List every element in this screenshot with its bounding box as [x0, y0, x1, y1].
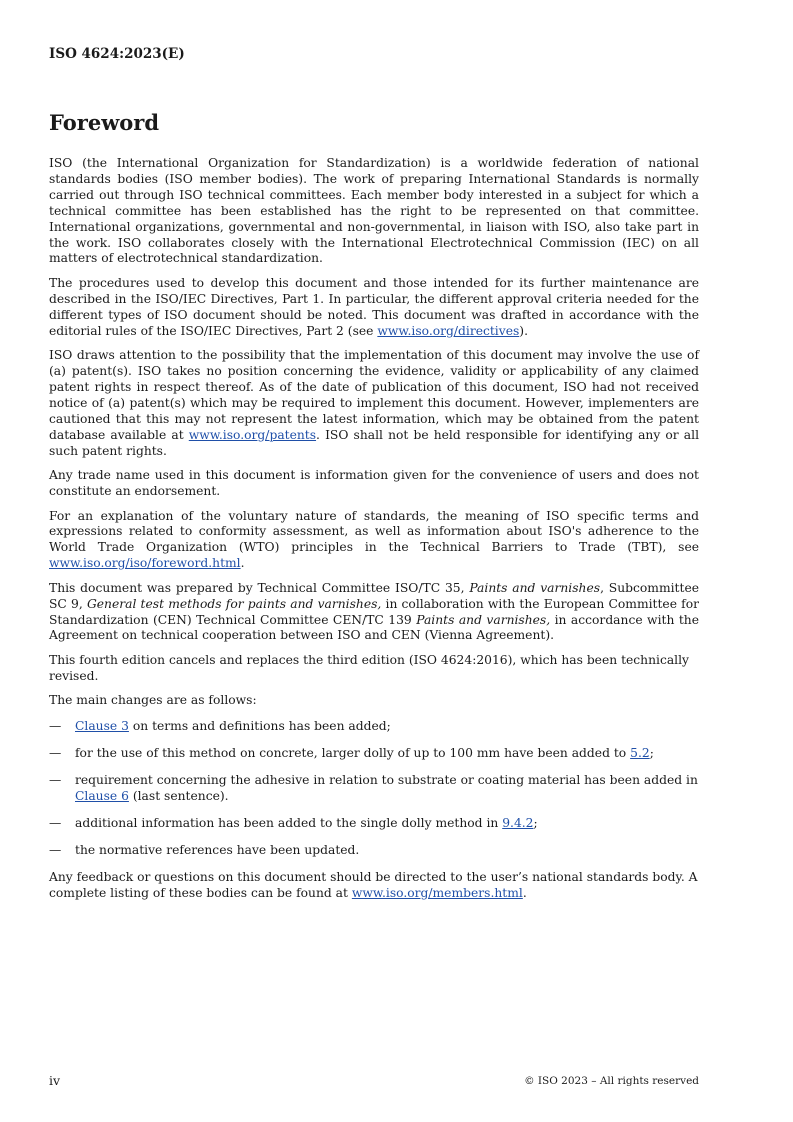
clause-3-link[interactable]: Clause 3: [75, 719, 129, 734]
document-identifier: ISO 4624:2023(E): [49, 46, 185, 62]
list-item-text: [75, 816, 699, 832]
text-segment: The procedures used to develop this document and those intended for its further maintenance are described in the ISO/IEC Directives, Part 1. In particular, the different approval criteria needed for the different types of ISO document should be noted. This document was drafted in accordance with the editorial rules of the ISO/IEC Directives, Part 2 (see: [49, 275, 699, 338]
clause-6-link[interactable]: Clause 6: [75, 788, 129, 803]
paragraph-main-changes-intro: The main changes are as follows:: [49, 693, 257, 708]
paragraph-procedures: [49, 276, 699, 340]
paragraph-trade-name: Any trade name used in this document is information given for the convenience of users and does not constitute an endorsement.: [49, 468, 699, 498]
committee-name-italic: Paints and varnishes: [469, 580, 601, 595]
paragraph-iso-intro: ISO (the International Organization for Standardization) is a worldwide federation of national standards bodies (ISO member bodies). The work of preparing International Standards is normally carried out through ISO technical committees. Each member body interested in a subject for which a technical committee has been established has the right to be represented on that committee. International organizations, governmental and non-governmental, in liaison with ISO, also take part in the work. ISO collaborates closely with the International Electrotechnical Commission (IEC) on all matters of electrotechnical standardization.: [49, 156, 699, 266]
text-segment: (last sentence).: [128, 788, 229, 803]
subcommittee-name-italic: General test methods for paints and varnishes,: [86, 596, 382, 611]
dash-bullet: —: [49, 719, 62, 734]
text-segment: Any feedback or questions on this document should be directed to the user’s national standards body. A complete listing of these bodies can be found at: [49, 869, 698, 900]
list-item-text: [75, 746, 699, 762]
paragraph-patents: [49, 348, 699, 459]
list-item: [49, 719, 699, 735]
text-segment: ;: [649, 746, 654, 761]
copyright-notice: © ISO 2023 – All rights reserved: [524, 1075, 699, 1087]
text-segment: .: [522, 885, 527, 900]
cen-committee-name-italic: Paints and varnishes,: [416, 612, 551, 627]
text-segment: in accordance with the Agreement on technical cooperation between ISO and CEN (Vienna Agreement).: [49, 612, 699, 643]
dash-bullet: —: [49, 773, 62, 788]
directives-link[interactable]: www.iso.org/directives: [377, 323, 520, 338]
paragraph-prepared-by: [49, 581, 699, 645]
list-item-text: [75, 773, 699, 805]
text-segment: ).: [519, 323, 528, 338]
text-segment: ISO draws attention to the possibility that the implementation of this document may involve the use of (a) patent(s). ISO takes no position concerning the evidence, validity or applicability of any claimed patent rights in respect thereof. As of the date of publication of this document, ISO had not received notice of (a) patent(s) which may be required to implement this document. However, implementers are cautioned that this may not represent the latest information, which may be obtained from the patent database available at: [49, 348, 699, 442]
members-link[interactable]: www.iso.org/members.html: [351, 885, 523, 900]
list-item-text: the normative references have been updated.: [75, 842, 360, 857]
text-segment: on terms and definitions has been added;: [128, 719, 391, 734]
foreword-body: [49, 156, 699, 910]
text-segment: . ISO shall not be held responsible for identifying any or all such patent rights.: [49, 427, 699, 458]
text-segment: , Subcommittee SC 9,: [49, 580, 699, 611]
list-item: [49, 746, 699, 762]
list-item: [49, 843, 699, 859]
text-segment: .: [240, 556, 245, 571]
subclause-9-4-2-link[interactable]: 9.4.2: [502, 815, 534, 830]
dash-bullet: —: [49, 842, 62, 857]
patents-link[interactable]: www.iso.org/patents: [188, 427, 317, 442]
list-item: [49, 816, 699, 832]
paragraph-feedback: [49, 870, 699, 902]
list-item-text: [75, 719, 699, 735]
foreword-link[interactable]: www.iso.org/iso/foreword.html: [49, 556, 241, 571]
text-segment: ;: [533, 815, 538, 830]
page-number: iv: [49, 1073, 61, 1088]
subclause-5-2-link[interactable]: 5.2: [630, 746, 650, 761]
list-item: [49, 773, 699, 805]
dash-bullet: —: [49, 815, 62, 830]
text-segment: in collaboration with the European Committee for Standardization (CEN) Technical Committee CEN/TC 139: [49, 596, 699, 627]
text-segment: This document was prepared by Technical Committee ISO/TC 35,: [49, 580, 470, 595]
section-title: Foreword: [49, 110, 160, 135]
text-segment: requirement concerning the adhesive in relation to substrate or coating material has been added in: [75, 773, 698, 788]
text-segment: additional information has been added to the single dolly method in: [75, 815, 503, 830]
paragraph-voluntary-nature: [49, 509, 699, 573]
dash-bullet: —: [49, 746, 62, 761]
text-segment: For an explanation of the voluntary nature of standards, the meaning of ISO specific terms and expressions related to conformity assessment, as well as information about ISO's adherence to the World Trade Organization (WTO) principles in the Technical Barriers to Trade (TBT), see: [49, 508, 699, 555]
text-segment: for the use of this method on concrete, larger dolly of up to 100 mm have been added to: [75, 746, 631, 761]
paragraph-edition: This fourth edition cancels and replaces the third edition (ISO 4624:2016), which has been technically revised.: [49, 652, 689, 683]
